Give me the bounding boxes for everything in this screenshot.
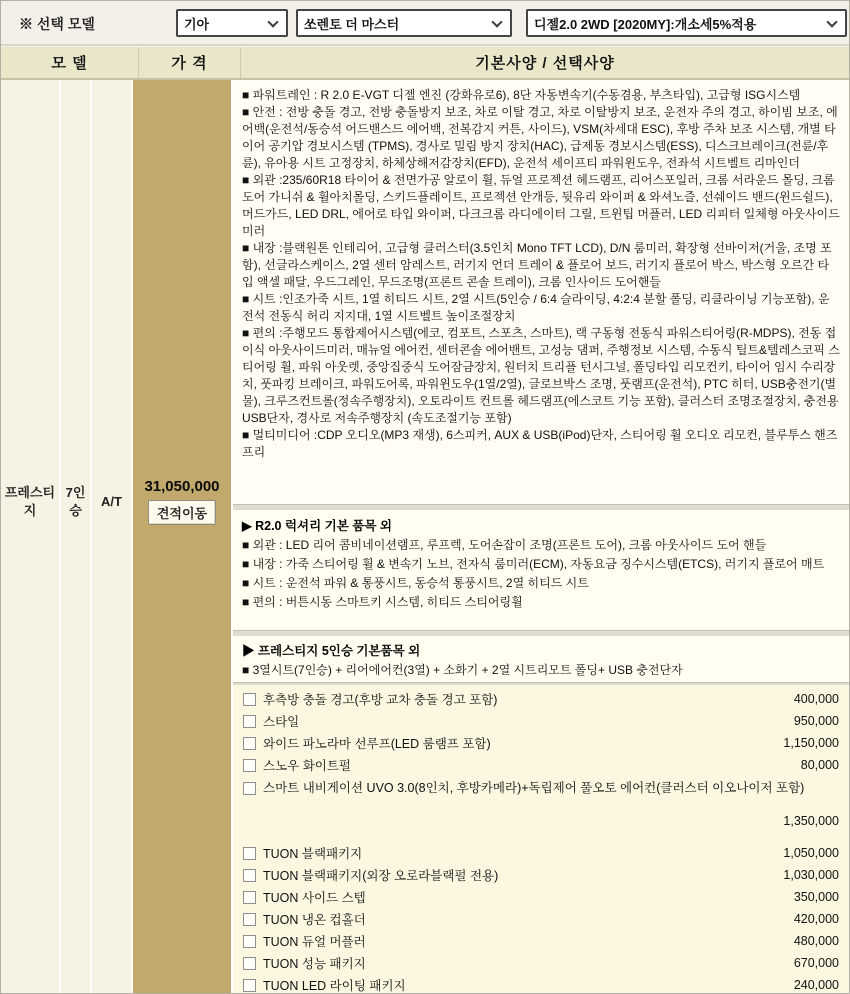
option-price: 950,000	[793, 714, 839, 728]
luxury-line-exterior: ■ 외관 : LED 리어 콤비네이션램프, 루프렉, 도어손잡이 조명(프론트 도어), 크롬 아웃사이드 도어 핸들	[242, 538, 767, 552]
option-price: 1,030,000	[783, 868, 839, 882]
luxury-line-seat: ■ 시트 : 운전석 파워 & 통풍시트, 동승석 통풍시트, 2열 히티드 시트	[242, 576, 589, 590]
luxury-spec-section	[233, 510, 849, 630]
option-price: 420,000	[793, 912, 839, 926]
option-price: 400,000	[793, 692, 839, 706]
luxury-section-title: ▶ R2.0 럭셔리 기본 품목 외	[242, 519, 392, 533]
table-header	[1, 46, 849, 80]
option-row[interactable]	[243, 908, 839, 930]
chevron-down-icon	[267, 16, 278, 27]
spec-line-interior: ■ 내장 :블랙원톤 인테리어, 고급형 클러스터(3.5인치 Mono TFT LCD), D/N 룸미러, 확장형 선바이저(거울, 조명 포함), 선글라스케이스, 2열 센터 암레스트, 러기지 언더 트레이 & 플로어 보드, 러기지 플로어 박스, 박스형 오르간 타입 액셀 패달, 우드그레인, 무드조명(프론트 콘솔 트레이), 크롬 인사이드 도어핸들	[242, 241, 832, 289]
trim-select-value: 디젤2.0 2WD [2020MY]:개소세5%적용	[534, 16, 757, 32]
basic-spec-section	[233, 80, 849, 504]
header-price: 가 격	[139, 47, 241, 78]
model-select[interactable]	[296, 9, 512, 37]
option-label: 와이드 파노라마 선루프(LED 룸램프 포함)	[263, 737, 491, 751]
header-model: 모 델	[1, 47, 139, 78]
model-selector-bar	[1, 1, 849, 46]
option-checkbox[interactable]	[243, 913, 256, 926]
brand-select[interactable]	[176, 9, 288, 37]
brand-select-value: 기아	[184, 16, 210, 32]
luxury-line-interior: ■ 내장 : 가죽 스티어링 휠 & 변속기 노브, 전자식 룸미러(ECM), 자동요금 징수시스템(ETCS), 러기지 플로어 매트	[242, 557, 825, 571]
option-checkbox[interactable]	[243, 737, 256, 750]
option-row[interactable]	[243, 974, 839, 993]
option-price: 480,000	[793, 934, 839, 948]
option-price: 240,000	[793, 978, 839, 992]
spec-cell	[233, 80, 849, 993]
option-row[interactable]	[243, 754, 839, 776]
option-price: 80,000	[800, 758, 839, 772]
option-label: TUON LED 라이팅 패키지	[263, 979, 406, 993]
header-spec: 기본사양 / 선택사양	[475, 55, 615, 72]
spec-line-convenience: ■ 편의 :주행모드 통합제어시스템(에코, 컴포트, 스포츠, 스마트), 랙 구동형 전동식 파워스티어링(R-MDPS), 전동 접이식 아웃사이드미러, 매뉴얼 에어컨, 센터콘솔 에어밴트, 고성능 댐퍼, 주행정보 시스템, 수동식 틸트&텔레스코픽 스티어링 휠, 파워 아웃렛, 중앙집중식 도어잠금장치, 원터치 트리플 턴시그널, 폴딩타입 리모컨키, 타이어 임시 수리장치, 풋파킹 브레이크, 파워도어록, 파워윈도우(1열/2열), 글로브박스 조명, 풋램프(운전석), PTC 히터, USB충전기(별물), 크루즈컨트롤(정속주행장치), 오토라이트 컨트롤 헤드램프(에스코트 기능 포함), 클러스터 조명조절장치, 충전용 USB단자, 경사로 저속주행장치 (속도조절기능 포함)	[242, 326, 840, 425]
option-label: TUON 사이드 스텝	[263, 891, 366, 905]
option-label: TUON 블랙패키지	[263, 847, 363, 861]
option-label: 후측방 충돌 경고(후방 교차 충돌 경고 포함)	[263, 693, 498, 707]
spec-line-powertrain: ■ 파워트레인 : R 2.0 E-VGT 디젤 엔진 (강화유로6), 8단 자동변속기(수동겸용, 부츠타입), 고급형 ISG시스템	[242, 88, 801, 102]
seating-cell	[61, 80, 92, 993]
option-label: 스노우 화이트펄	[263, 759, 351, 773]
option-row[interactable]	[243, 842, 839, 864]
spec-line-seat: ■ 시트 :인조가죽 시트, 1열 히티드 시트, 2열 시트(5인승 / 6:4 슬라이딩, 4:2:4 분할 폴딩, 리클라이닝 기능포함), 운전석 전동식 허리 지지대, 1열 시트벨트 높이조절장치	[242, 292, 830, 323]
option-checkbox[interactable]	[243, 715, 256, 728]
model-select-value: 쏘렌토 더 마스터	[304, 16, 400, 32]
transmission-cell	[92, 80, 133, 993]
trim-name: 프레스티지	[4, 484, 56, 518]
spec-line-safety: ■ 안전 : 전방 충돌 경고, 전방 충돌방지 보조, 차로 이탈 경고, 차로 이탈방지 보조, 운전자 주의 경고, 하이빔 보조, 에어백(운전석/동승석 어드밴스드 에어백, 전복감지 커튼, 사이드), VSM(차세대 ESC), 후방 주차 보조 시스템, 개별 타이어 공기압 경보시스템 (TPMS), 경사로 밀림 방지 장치(HAC), 급제동 경보시스템(ESS), 디스크브레이크(전륜/후륜), 유아용 시트 고정장치, 하체상해저감장치(EFD), 운전석 세이프티 파워윈도우, 전좌석 시트벨트 리마인더	[242, 105, 838, 170]
option-price: 670,000	[793, 956, 839, 970]
option-label: TUON 듀얼 머플러	[263, 935, 366, 949]
option-checkbox[interactable]	[243, 869, 256, 882]
select-model-label: ※ 선택 모델	[19, 16, 95, 32]
option-price: 1,050,000	[783, 846, 839, 860]
option-label: TUON 블랙패키지(외장 오로라블랙펄 전용)	[263, 869, 499, 883]
spec-line-exterior: ■ 외관 :235/60R18 타이어 & 전면가공 알로이 휠, 듀얼 프로젝션 헤드램프, 리어스포일러, 크롬 서라운드 몰딩, 크롬 도어 가니쉬 & 휠아치몰딩, 스키드플레이트, 프로젝션 안개등, 뒷유리 와이퍼 & 와셔노즐, 선쉐이드 밴드(윈드쉴드), 머드가드, LED DRL, 에어로 타입 와이퍼, 다크크롬 라디에이터 그릴, 트윈팁 머플러, LED 리피터 일체형 아웃사이드 미러	[242, 173, 840, 238]
option-checkbox[interactable]	[243, 957, 256, 970]
chevron-down-icon	[826, 16, 837, 27]
option-checkbox[interactable]	[243, 782, 256, 795]
quote-button[interactable]: 견적이동	[148, 500, 216, 525]
option-row[interactable]	[243, 952, 839, 974]
prestige5-line: ■ 3열시트(7인승) + 리어에어컨(3열) + 소화기 + 2열 시트리모트 폴딩+ USB 충전단자	[242, 663, 683, 677]
seating-value: 7인승	[65, 484, 86, 518]
option-row[interactable]	[243, 864, 839, 886]
option-label: TUON 성능 패키지	[263, 957, 366, 971]
option-row[interactable]	[243, 930, 839, 952]
option-label: 스타일	[263, 715, 300, 729]
option-price: 1,350,000	[783, 813, 839, 828]
option-checkbox[interactable]	[243, 759, 256, 772]
option-price: 1,150,000	[783, 736, 839, 750]
option-checkbox[interactable]	[243, 693, 256, 706]
option-label: 스마트 내비게이션 UVO 3.0(8인치, 후방카메라)+독립제어 풀오토 에어컨(클러스터 이오나이저 포함)	[263, 781, 805, 795]
options-section	[233, 685, 849, 993]
prestige5-spec-section	[233, 636, 849, 682]
option-price: 350,000	[793, 890, 839, 904]
spec-line-multimedia: ■ 멀티미디어 :CDP 오디오(MP3 재생), 6스피커, AUX & USB(iPod)단자, 스티어링 휠 오디오 리모컨, 블루투스 핸즈프리	[242, 428, 838, 459]
option-checkbox[interactable]	[243, 935, 256, 948]
table-row	[1, 80, 849, 993]
trim-name-cell	[1, 80, 61, 993]
option-checkbox[interactable]	[243, 979, 256, 992]
trim-select[interactable]	[526, 9, 847, 37]
price-value: 31,050,000	[144, 478, 220, 495]
option-row[interactable]	[243, 710, 839, 732]
option-label: TUON 냉온 컵홀더	[263, 913, 366, 927]
option-row[interactable]	[243, 732, 839, 754]
transmission-value: A/T	[101, 493, 122, 509]
option-row[interactable]	[243, 776, 839, 842]
chevron-down-icon	[491, 16, 502, 27]
prestige5-section-title: ▶ 프레스티지 5인승 기본품목 외	[242, 644, 421, 658]
option-checkbox[interactable]	[243, 847, 256, 860]
luxury-line-convenience: ■ 편의 : 버튼시동 스마트키 시스템, 히티드 스티어링휠	[242, 595, 523, 609]
option-row[interactable]	[243, 886, 839, 908]
price-cell	[133, 80, 233, 993]
option-row[interactable]	[243, 688, 839, 710]
option-checkbox[interactable]	[243, 891, 256, 904]
